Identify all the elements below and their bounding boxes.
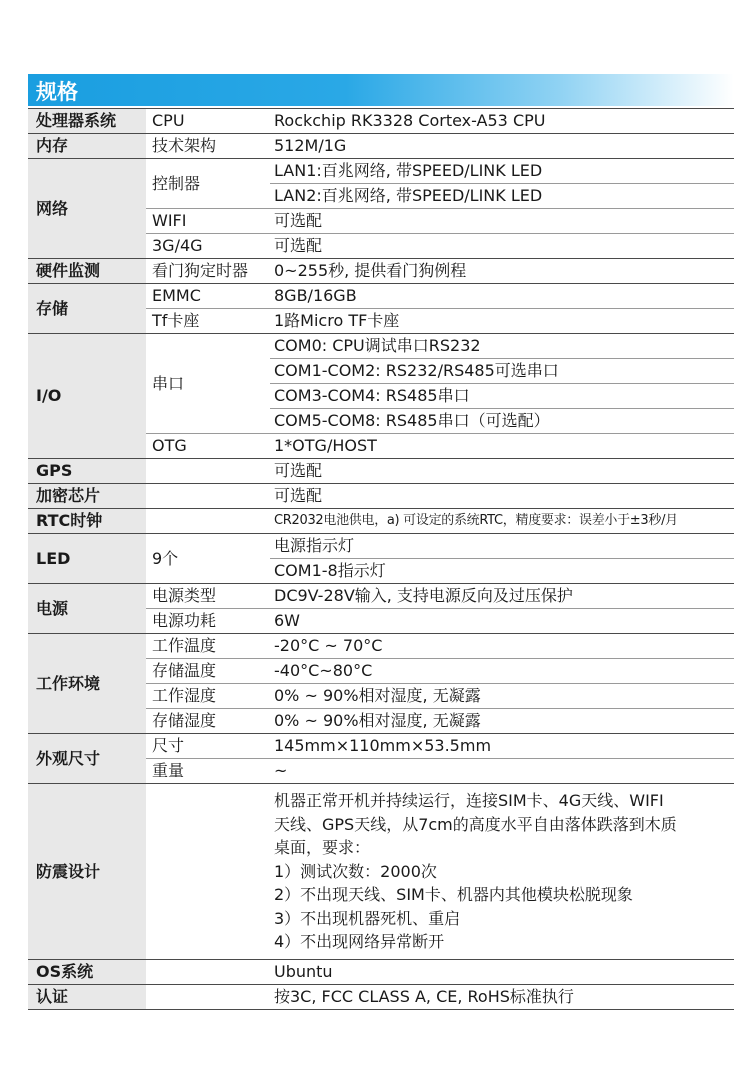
value-op-hum: 0% ~ 90%相对湿度, 无凝露 (270, 684, 734, 709)
shock-line: 1）测试次数：2000次 (274, 861, 437, 881)
table-row (28, 534, 734, 559)
sub-cert (146, 985, 270, 1010)
value-power-consumption: 6W (270, 609, 734, 634)
value-size: 145mm×110mm×53.5mm (270, 734, 734, 759)
table-row (28, 459, 734, 484)
value-memory: 512M/1G (270, 134, 734, 159)
table-row (28, 634, 734, 659)
table-row (28, 284, 734, 309)
shock-line: 4）不出现网络异常断开 (274, 932, 445, 952)
value-op-temp: -20°C ~ 70°C (270, 634, 734, 659)
value-cert: 按3C, FCC CLASS A, CE, RoHS标准执行 (270, 985, 734, 1010)
spec-title: 规格 (36, 80, 78, 104)
table-row (28, 584, 734, 609)
spec-header (28, 74, 734, 106)
value-com3-4: COM3-COM4: RS485串口 (270, 384, 734, 409)
value-emmc: 8GB/16GB (270, 284, 734, 309)
sub-weight: 重量 (146, 759, 270, 784)
value-com0: COM0: CPU调试串口RS232 (270, 334, 734, 359)
sub-size: 尺寸 (146, 734, 270, 759)
value-st-hum: 0% ~ 90%相对湿度, 无凝露 (270, 709, 734, 734)
value-shock (270, 784, 734, 960)
sub-cpu: CPU (146, 109, 270, 134)
sub-serial: 串口 (146, 334, 270, 434)
sub-st-temp: 存储温度 (146, 659, 270, 684)
value-otg: 1*OTG/HOST (270, 434, 734, 459)
value-watchdog: 0~255秒, 提供看门狗例程 (270, 259, 734, 284)
value-led-power: 电源指示灯 (270, 534, 734, 559)
table-row (28, 985, 734, 1010)
category-cert: 认证 (28, 985, 146, 1010)
table-row (28, 159, 734, 184)
value-gps: 可选配 (270, 459, 734, 484)
sub-tf: Tf卡座 (146, 309, 270, 334)
spec-table (28, 108, 734, 1010)
sub-st-hum: 存储湿度 (146, 709, 270, 734)
sub-led: 9个 (146, 534, 270, 584)
table-row (28, 134, 734, 159)
value-cellular: 可选配 (270, 234, 734, 259)
category-crypto: 加密芯片 (28, 484, 146, 509)
category-io: I/O (28, 334, 146, 459)
sub-emmc: EMMC (146, 284, 270, 309)
shock-line: 机器正常开机并持续运行，连接SIM卡、4G天线、WIFI (274, 791, 664, 811)
value-led-com: COM1-8指示灯 (270, 559, 734, 584)
category-memory: 内存 (28, 134, 146, 159)
category-power: 电源 (28, 584, 146, 634)
value-power-type: DC9V-28V输入, 支持电源反向及过压保护 (270, 584, 734, 609)
value-rtc: CR2032电池供电，a) 可设定的系统RTC，精度要求：误差小于±3秒/月 (270, 509, 734, 534)
category-network: 网络 (28, 159, 146, 259)
value-com1-2: COM1-COM2: RS232/RS485可选串口 (270, 359, 734, 384)
category-rtc: RTC时钟 (28, 509, 146, 534)
value-lan2: LAN2:百兆网络, 带SPEED/LINK LED (270, 184, 734, 209)
table-row (28, 960, 734, 985)
category-os: OS系统 (28, 960, 146, 985)
shock-line: 天线、GPS天线，从7cm的高度水平自由落体跌落到木质 (274, 814, 677, 834)
category-dimensions: 外观尺寸 (28, 734, 146, 784)
value-st-temp: -40°C~80°C (270, 659, 734, 684)
sub-cellular: 3G/4G (146, 234, 270, 259)
sub-wifi: WIFI (146, 209, 270, 234)
sub-gps (146, 459, 270, 484)
sub-crypto (146, 484, 270, 509)
value-tf: 1路Micro TF卡座 (270, 309, 734, 334)
sub-power-type: 电源类型 (146, 584, 270, 609)
sub-power-consumption: 电源功耗 (146, 609, 270, 634)
shock-line: 3）不出现机器死机、重启 (274, 908, 461, 928)
value-cpu: Rockchip RK3328 Cortex-A53 CPU (270, 109, 734, 134)
sub-otg: OTG (146, 434, 270, 459)
shock-line: 桌面，要求： (274, 838, 371, 858)
value-weight: ~ (270, 759, 734, 784)
category-shock: 防震设计 (28, 784, 146, 960)
sub-watchdog: 看门狗定时器 (146, 259, 270, 284)
table-row (28, 784, 734, 960)
table-row (28, 259, 734, 284)
sub-shock (146, 784, 270, 960)
value-wifi: 可选配 (270, 209, 734, 234)
category-cpu: 处理器系统 (28, 109, 146, 134)
sub-memory: 技术架构 (146, 134, 270, 159)
sub-op-temp: 工作温度 (146, 634, 270, 659)
value-os: Ubuntu (270, 960, 734, 985)
category-hw-monitor: 硬件监测 (28, 259, 146, 284)
category-led: LED (28, 534, 146, 584)
category-environment: 工作环境 (28, 634, 146, 734)
table-row (28, 484, 734, 509)
sub-os (146, 960, 270, 985)
shock-line: 2）不出现天线、SIM卡、机器内其他模块松脱现象 (274, 885, 633, 905)
value-crypto: 可选配 (270, 484, 734, 509)
category-storage: 存储 (28, 284, 146, 334)
table-row (28, 109, 734, 134)
value-com5-8: COM5-COM8: RS485串口（可选配） (270, 409, 734, 434)
table-row (28, 509, 734, 534)
category-gps: GPS (28, 459, 146, 484)
table-row (28, 734, 734, 759)
value-lan1: LAN1:百兆网络, 带SPEED/LINK LED (270, 159, 734, 184)
sub-rtc (146, 509, 270, 534)
sub-op-hum: 工作湿度 (146, 684, 270, 709)
sub-network-controller: 控制器 (146, 159, 270, 209)
table-row (28, 334, 734, 359)
